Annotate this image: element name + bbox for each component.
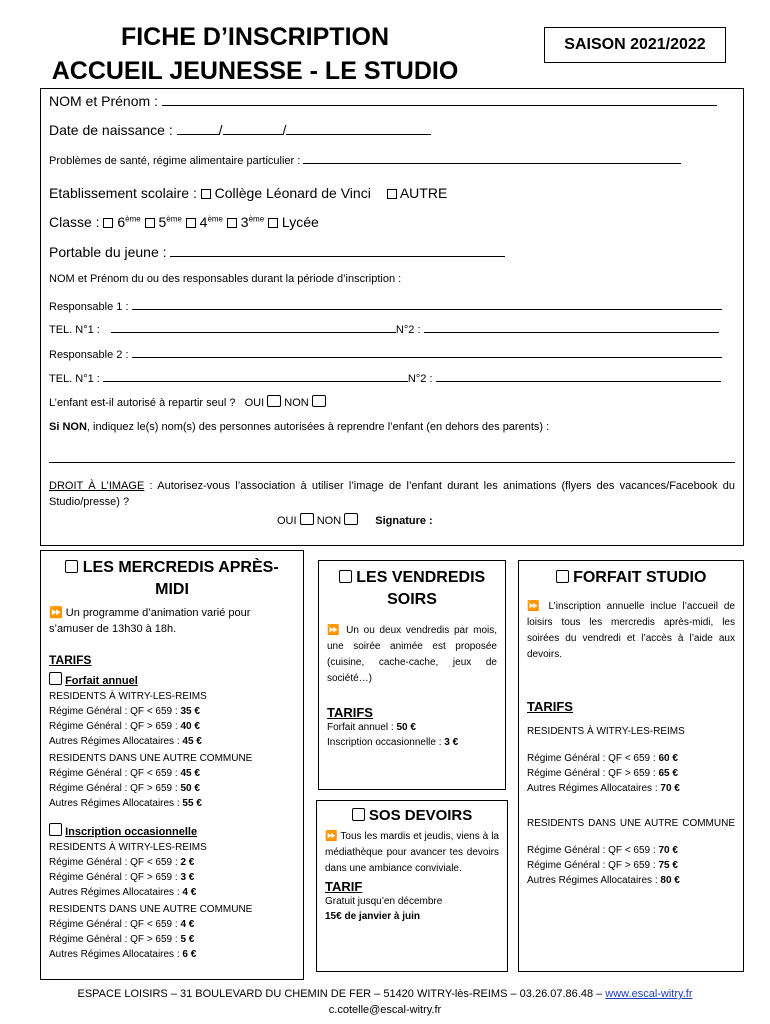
arrow-icon: ⏩: [325, 831, 338, 842]
price-value: 4 €: [180, 919, 195, 930]
forfait-desc: L’inscription annuelle inclue l’accueil de loisirs tous les mercredis après-midi, les soirées du vendredi et l’accès à l’aide aux devoirs.: [527, 601, 736, 660]
vendredis-desc-row: [327, 623, 497, 687]
mercredis-title-text: LES MERCREDIS APRÈS-MIDI: [82, 559, 279, 598]
class-sup: ème: [248, 214, 265, 224]
forfait-desc-row: [527, 599, 735, 663]
vendredis-title-text: LES VENDREDIS SOIRS: [356, 569, 486, 608]
school-other-checkbox[interactable]: [387, 189, 397, 199]
resp2-row: [49, 345, 735, 361]
class-sup: ème: [125, 214, 141, 224]
arrow-icon: ⏩: [49, 607, 63, 619]
resp2-label: Responsable 2 :: [49, 349, 129, 361]
season-badge: SAISON 2021/2022: [544, 27, 726, 63]
image-consent-row: [277, 513, 433, 527]
forfait-panel: [518, 560, 744, 972]
forfait-group1: RESIDENTS À WITRY-LES-REIMS: [527, 726, 685, 737]
leave-oui-label: OUI: [244, 397, 265, 409]
price-label: Régime Général : QF < 659 :: [527, 845, 656, 856]
price-value: 55 €: [182, 798, 202, 809]
mercredis-annual-prices: [49, 689, 295, 811]
class-3-checkbox[interactable]: [227, 218, 237, 228]
dob-year-field[interactable]: [286, 122, 431, 135]
image-rights-label: DROIT À L’IMAGE: [49, 480, 145, 492]
mercredis-annual-checkbox[interactable]: [49, 672, 62, 685]
school-college-label: Collège Léonard de Vinci: [214, 185, 371, 201]
vendredis-title: [327, 567, 497, 611]
resident-group-label: RESIDENTS DANS UNE AUTRE COMMUNE: [49, 904, 253, 915]
tel2-label: TEL. N°1 :: [49, 373, 100, 385]
price-value: 3 €: [180, 872, 195, 883]
price-row: [49, 947, 295, 962]
price-label: Autres Régimes Allocataires :: [527, 783, 658, 794]
school-other-label: AUTRE: [399, 185, 448, 201]
resident-group-label: RESIDENTS DANS UNE AUTRE COMMUNE: [49, 753, 253, 764]
price-label: Inscription occasionnelle :: [327, 737, 442, 748]
price-label: Régime Général : QF < 659 :: [49, 706, 178, 717]
price-label: Autres Régimes Allocataires :: [49, 887, 180, 898]
mobile-row: [49, 244, 735, 260]
tel1-n2-field[interactable]: [424, 320, 719, 333]
sos-tarif: TARIF: [325, 879, 363, 894]
class-label: Classe :: [49, 214, 100, 230]
page-title: [40, 22, 470, 86]
price-row: [527, 873, 735, 888]
dob-month-field[interactable]: [223, 122, 283, 135]
price-label: Régime Général : QF > 659 :: [49, 934, 178, 945]
sos-desc: Tous les mardis et jeudis, viens à la médiathèque pour avancer tes devoirs dans une ambiance conviviale.: [325, 831, 499, 874]
price-value: 50 €: [396, 722, 416, 733]
arrow-icon: ⏩: [327, 625, 342, 636]
mercredis-occasional-checkbox[interactable]: [49, 823, 62, 836]
sos-desc-row: [325, 829, 499, 877]
mobile-label: Portable du jeune :: [49, 244, 167, 260]
sos-panel: [316, 800, 508, 972]
class-4-checkbox[interactable]: [186, 218, 196, 228]
price-label: Régime Général : QF < 659 :: [49, 768, 178, 779]
class-sup: ème: [166, 214, 182, 224]
price-value: 80 €: [660, 875, 680, 886]
class-row: [49, 214, 735, 230]
school-label: Etablissement scolaire :: [49, 185, 197, 201]
mercredis-title: [49, 557, 295, 601]
tel2-n1-field[interactable]: [103, 369, 408, 382]
sos-title-text: SOS DEVOIRS: [368, 807, 473, 824]
sos-paid: 15€ de janvier à juin: [325, 911, 421, 922]
sos-free: Gratuit jusqu’en décembre: [325, 896, 443, 907]
tel2-row: [49, 369, 735, 385]
image-non-checkbox[interactable]: [344, 513, 358, 525]
price-row: [527, 858, 735, 873]
price-label: Régime Général : QF < 659 :: [49, 919, 178, 930]
price-value: 75 €: [658, 860, 678, 871]
health-label: Problèmes de santé, régime alimentaire particulier :: [49, 155, 301, 167]
price-label: Régime Général : QF < 659 :: [527, 753, 656, 764]
resp1-label: Responsable 1 :: [49, 301, 129, 313]
forfait-checkbox[interactable]: [556, 570, 569, 583]
image-oui-label: OUI: [277, 515, 297, 527]
price-row: [49, 932, 295, 947]
footer-email: c.cotelle@escal-witry.fr: [328, 1004, 442, 1016]
image-oui-checkbox[interactable]: [300, 513, 314, 525]
mercredis-annual-head: [49, 672, 295, 689]
price-row: [49, 855, 295, 870]
price-row: [49, 870, 295, 885]
health-row: [49, 151, 735, 167]
school-college-checkbox[interactable]: [201, 189, 211, 199]
tel1-row: [49, 320, 735, 336]
class-sup: ème: [207, 214, 223, 224]
mercredis-checkbox[interactable]: [65, 560, 78, 573]
leave-question: L’enfant est-il autorisé à repartir seul ?: [49, 397, 236, 409]
vendredis-annual-row: [327, 720, 497, 735]
title-line-2: ACCUEIL JEUNESSE - LE STUDIO: [51, 57, 459, 85]
health-field[interactable]: [303, 151, 681, 164]
dob-row: [49, 122, 735, 138]
price-value: 2 €: [180, 857, 195, 868]
price-label: Autres Régimes Allocataires :: [49, 949, 180, 960]
forfait-title: [527, 567, 735, 589]
price-row: [527, 843, 735, 858]
dob-day-field[interactable]: [177, 122, 219, 135]
sos-title: [325, 805, 499, 827]
price-row: [49, 766, 295, 781]
school-row: [49, 185, 735, 201]
tel1-n2-label: N°2 :: [395, 324, 421, 336]
class-4-label: 4: [199, 214, 208, 230]
mercredis-occasional-title: Inscription occasionnelle: [65, 826, 198, 838]
price-value: 35 €: [180, 706, 200, 717]
mercredis-annual-title: Forfait annuel: [65, 675, 138, 687]
name-label: NOM et Prénom :: [49, 93, 158, 109]
mercredis-desc-row: [49, 605, 295, 637]
price-label: Autres Régimes Allocataires :: [49, 798, 180, 809]
forfait-tarifs: TARIFS: [527, 699, 573, 714]
price-value: 50 €: [180, 783, 200, 794]
name-row: [49, 93, 735, 109]
dob-sep: /: [218, 122, 223, 138]
price-label: Régime Général : QF > 659 :: [527, 860, 656, 871]
resident-group-label: RESIDENTS À WITRY-LES-REIMS: [49, 842, 207, 853]
price-label: Régime Général : QF > 659 :: [49, 783, 178, 794]
price-row: [527, 751, 735, 766]
price-row: [527, 781, 735, 796]
image-rights-row: [49, 478, 735, 510]
price-row: [49, 734, 295, 749]
mercredis-panel: [40, 550, 304, 980]
dob-sep: /: [282, 122, 287, 138]
title-line-1: FICHE D’INSCRIPTION: [120, 23, 390, 51]
tel1-n1-field[interactable]: [111, 320, 396, 333]
class-6-checkbox[interactable]: [103, 218, 113, 228]
mobile-field[interactable]: [170, 244, 505, 257]
signature-label: Signature :: [375, 515, 433, 527]
sos-checkbox[interactable]: [352, 808, 365, 821]
price-label: Régime Général : QF > 659 :: [49, 872, 178, 883]
price-value: 60 €: [658, 753, 678, 764]
authorized-persons-field[interactable]: [49, 462, 735, 463]
forfait-rows2: [527, 843, 735, 888]
class-5-checkbox[interactable]: [145, 218, 155, 228]
price-value: 40 €: [180, 721, 200, 732]
price-label: Régime Général : QF < 659 :: [49, 857, 178, 868]
class-lycee-label: Lycée: [281, 214, 319, 230]
price-label: Autres Régimes Allocataires :: [527, 875, 658, 886]
mercredis-occasional-head: [49, 823, 295, 840]
footer-website-link[interactable]: www.escal-witry.fr: [605, 988, 693, 1000]
arrow-icon: ⏩: [527, 601, 543, 612]
class-3-label: 3: [240, 214, 249, 230]
mercredis-tarifs: TARIFS: [49, 653, 92, 667]
leave-row: [49, 395, 735, 409]
si-non-row: [49, 421, 735, 433]
price-row: [49, 781, 295, 796]
vendredis-checkbox[interactable]: [339, 570, 352, 583]
vendredis-panel: [318, 560, 506, 790]
tel1-label: TEL. N°1 :: [49, 324, 100, 336]
price-value: 45 €: [182, 736, 202, 747]
price-label: Autres Régimes Allocataires :: [49, 736, 180, 747]
si-non-bold: Si NON: [49, 421, 87, 433]
resp2-field[interactable]: [132, 345, 722, 358]
footer-address-row: [0, 988, 770, 1000]
price-row: [49, 917, 295, 932]
si-non-text: , indiquez le(s) nom(s) des personnes autorisées à reprendre l’enfant (en dehors des parents) :: [86, 421, 550, 433]
dob-label: Date de naissance :: [49, 122, 173, 138]
leave-oui-checkbox[interactable]: [267, 395, 281, 407]
resident-group-label: RESIDENTS À WITRY-LES-REIMS: [49, 691, 207, 702]
price-value: 3 €: [444, 737, 459, 748]
vendredis-occasional-row: [327, 735, 497, 750]
price-value: 4 €: [182, 887, 197, 898]
class-lycee-checkbox[interactable]: [268, 218, 278, 228]
forfait-title-text: FORFAIT STUDIO: [573, 569, 707, 586]
footer-address: ESPACE LOISIRS – 31 BOULEVARD DU CHEMIN DE FER – 51420 WITRY-lès-REIMS – 03.26.07.86.48 –: [77, 988, 603, 1000]
price-value: 65 €: [658, 768, 678, 779]
tel2-n2-label: N°2 :: [407, 373, 433, 385]
resp1-field[interactable]: [132, 297, 722, 310]
price-row: [49, 704, 295, 719]
vendredis-desc: Un ou deux vendredis par mois, une soirée animée est proposée (cuisine, cache-cache, jeux de société…): [327, 625, 498, 684]
registration-form: [40, 88, 744, 546]
tel2-n2-field[interactable]: [436, 369, 721, 382]
price-row: [49, 885, 295, 900]
price-label: Forfait annuel :: [327, 722, 394, 733]
price-value: 70 €: [660, 783, 680, 794]
vendredis-tarifs: TARIFS: [327, 705, 373, 720]
class-6-label: 6: [117, 214, 126, 230]
price-row: [49, 719, 295, 734]
price-value: 70 €: [658, 845, 678, 856]
price-label: Régime Général : QF > 659 :: [49, 721, 178, 732]
price-row: [527, 766, 735, 781]
price-value: 45 €: [180, 768, 200, 779]
resp1-row: [49, 297, 735, 313]
price-row: [49, 796, 295, 811]
name-field[interactable]: [162, 93, 717, 106]
guardians-label: NOM et Prénom du ou des responsables durant la période d’inscription :: [49, 273, 402, 285]
forfait-rows1: [527, 751, 735, 796]
mercredis-desc: Un programme d’animation varié pour s’amuser de 13h30 à 18h.: [49, 607, 251, 635]
price-value: 5 €: [180, 934, 195, 945]
image-non-label: NON: [316, 515, 342, 527]
price-value: 6 €: [182, 949, 197, 960]
mercredis-occasional-prices: [49, 840, 295, 962]
image-rights-text: : Autorisez-vous l’association à utiliser l’image de l’enfant durant les animations (flyers des vacances/Facebook du Studio/presse) ?: [49, 480, 736, 508]
leave-non-label: NON: [284, 397, 309, 409]
price-label: Régime Général : QF > 659 :: [527, 768, 656, 779]
leave-non-checkbox[interactable]: [312, 395, 326, 407]
class-5-label: 5: [158, 214, 167, 230]
forfait-group2: RESIDENTS DANS UNE AUTRE COMMUNE: [527, 818, 735, 829]
